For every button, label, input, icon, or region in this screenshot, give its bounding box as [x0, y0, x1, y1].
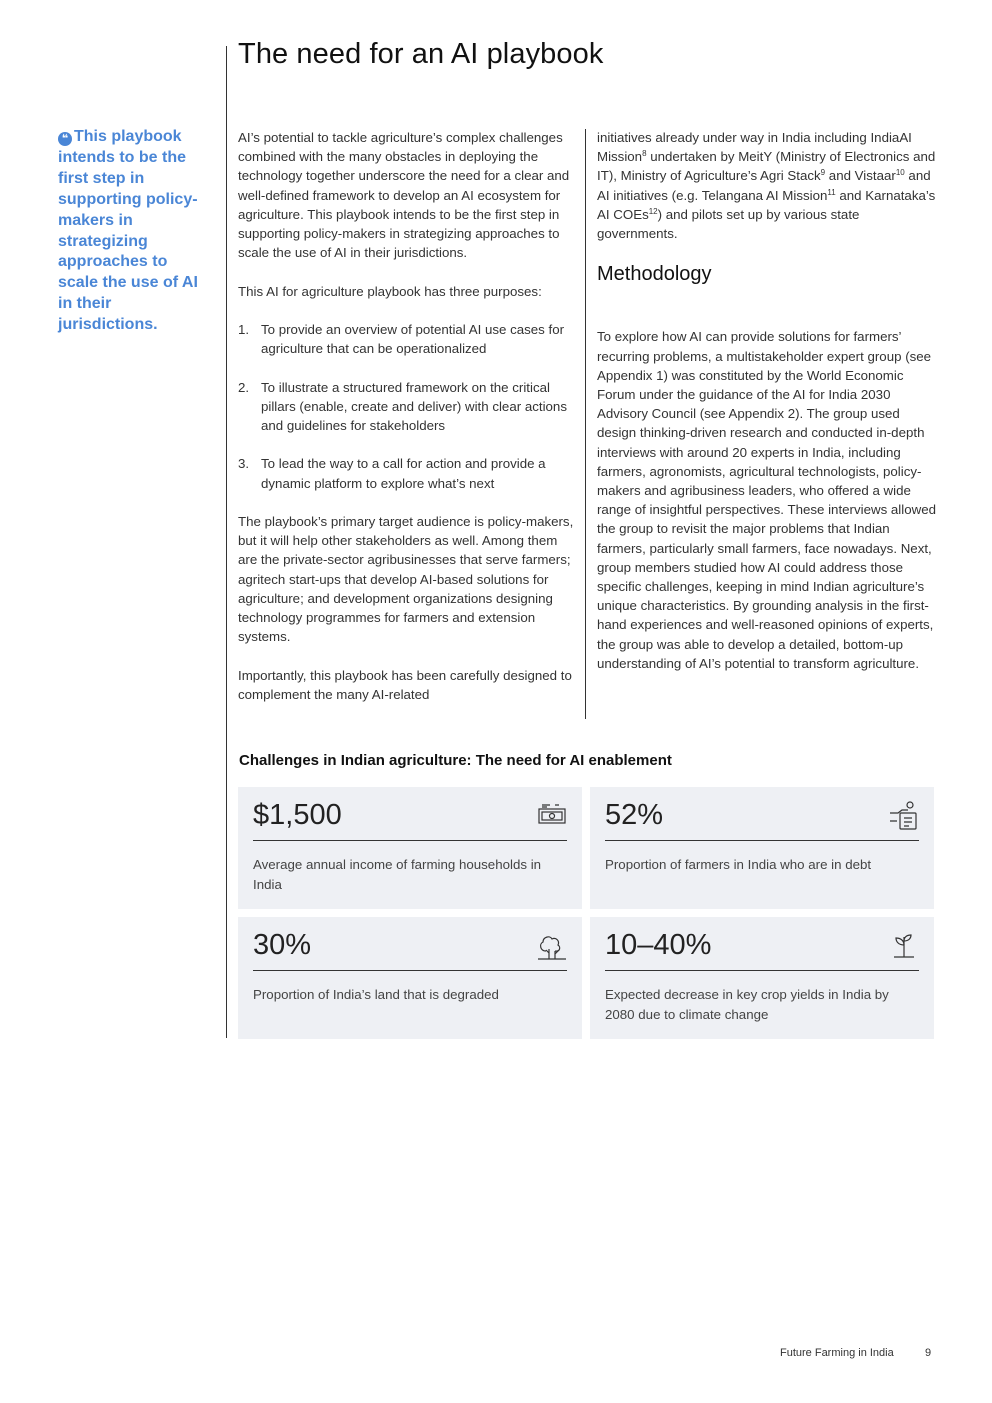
list-number: 3. [238, 456, 250, 472]
stat-description: Proportion of India’s land that is degraded [253, 987, 499, 1002]
column-divider [585, 129, 586, 719]
stat-value: $1,500 [253, 799, 342, 831]
body-column-left [238, 128, 576, 723]
footer-title: Future Farming in India [780, 1347, 894, 1359]
paragraph: To explore how AI can provide solutions for farmers’ recurring problems, a multistakeholder expert group (see Appendix 1) was constituted by the World Economic Forum under the guidance of the AI for India 2030 Advisory Council (see Appendix 2). The group used design thinking-driven research and conducted in-depth interviews with around 20 experts in India, including farmers, agronomists, agricultural technologists, policy-makers and agribusiness leaders, who offered a wide range of insightful perspectives. These interviews allowed the group to revisit the major problems that Indian farmers, particularly small farmers, face nowadays. Next, group members studied how AI could address those specific challenges, keeping in mind Indian agriculture’s unique characteristics. By grounding analysis in the first-hand experiences and well-reasoned opinions of experts, the group was able to develop a detailed, bottom-up understanding of AI’s potential to transform agriculture. [597, 329, 937, 671]
paragraph: The playbook’s primary target audience is policy-makers, but it will help other stakeholders as well. Among them are the private-sector agribusinesses that serve farmers; agritech start-ups that develop AI-based solutions for agriculture; and development organizations designing technology programmes for farmers and extension systems. [238, 513, 574, 645]
money-icon [536, 799, 568, 831]
margin-rule [226, 46, 227, 1038]
text-run: ) and pilots set up by various state governments. [597, 206, 860, 242]
text-run: and AI initiatives (e.g. Telangana AI Mission [597, 168, 931, 203]
divider [253, 840, 567, 841]
divider [605, 970, 919, 971]
stat-card [590, 917, 934, 1039]
list-text: To lead the way to a call for action and provide a dynamic platform to explore what’s next [261, 456, 546, 491]
text-run: and Karnataka’s AI COEs [597, 187, 936, 222]
divider [605, 840, 919, 841]
stat-description: Proportion of farmers in India who are in debt [605, 857, 872, 872]
list-item [238, 320, 576, 358]
stat-description: Expected decrease in key crop yields in India by 2080 due to climate change [605, 987, 889, 1022]
paragraph: AI’s potential to tackle agriculture’s complex challenges combined with the many obstacles in deploying the technology together underscore the need for a clear and well-defined framework to develop an AI ecosystem for agriculture. This playbook intends to be the first step in supporting policy-makers in strategizing approaches to scale the use of AI in their jurisdictions. [238, 130, 570, 261]
purposes-list [238, 320, 576, 493]
paragraph: This AI for agriculture playbook has three purposes: [238, 283, 542, 299]
stat-card [590, 787, 934, 909]
footnote-ref[interactable]: 8 [642, 149, 647, 159]
quote-icon: ❝ [58, 132, 72, 146]
footnote-ref[interactable]: 12 [648, 206, 658, 216]
pull-quote-text: This playbook intends to be the first step in supporting policy-makers in strategizing approaches to scale the use of AI in their jurisdictions. [58, 128, 198, 334]
list-item [238, 378, 576, 436]
list-number: 1. [238, 322, 250, 337]
body-column-right [597, 128, 937, 692]
debt-icon [888, 799, 920, 831]
list-item [238, 454, 576, 492]
text-run: initiatives already under way in India including IndiaAI Mission [597, 130, 912, 165]
stat-value: 30% [253, 929, 312, 961]
pull-quote [58, 127, 208, 336]
divider [253, 970, 567, 971]
land-icon [536, 929, 568, 961]
stat-description: Average annual income of farming households in India [253, 857, 542, 892]
page-title: The need for an AI playbook [238, 38, 604, 70]
footnote-ref[interactable]: 11 [827, 187, 836, 197]
challenges-heading: Challenges in Indian agriculture: The need for AI enablement [239, 752, 672, 769]
sprout-icon [888, 929, 920, 961]
footnote-ref[interactable]: 10 [895, 168, 905, 178]
page-number: 9 [925, 1347, 932, 1359]
list-number: 2. [238, 379, 250, 395]
paragraph: Importantly, this playbook has been carefully designed to complement the many AI-related [238, 667, 572, 702]
stat-value: 10–40% [605, 929, 712, 961]
stat-value: 52% [605, 799, 664, 831]
list-text: To illustrate a structured framework on the critical pillars (enable, create and deliver) with clear actions and guidelines for stakeholders [261, 379, 567, 433]
stat-card [238, 917, 582, 1039]
list-text: To provide an overview of potential AI use cases for agriculture that can be operationalized [261, 322, 565, 357]
section-heading: Methodology [597, 263, 712, 286]
text-run: and Vistaar [825, 168, 896, 184]
paragraph [597, 128, 937, 243]
text-run: undertaken by MeitY (Ministry of Electronics and IT), Ministry of Agriculture’s Agri Stack [597, 149, 936, 184]
footnote-ref[interactable]: 9 [820, 168, 826, 178]
stat-card [238, 787, 582, 909]
